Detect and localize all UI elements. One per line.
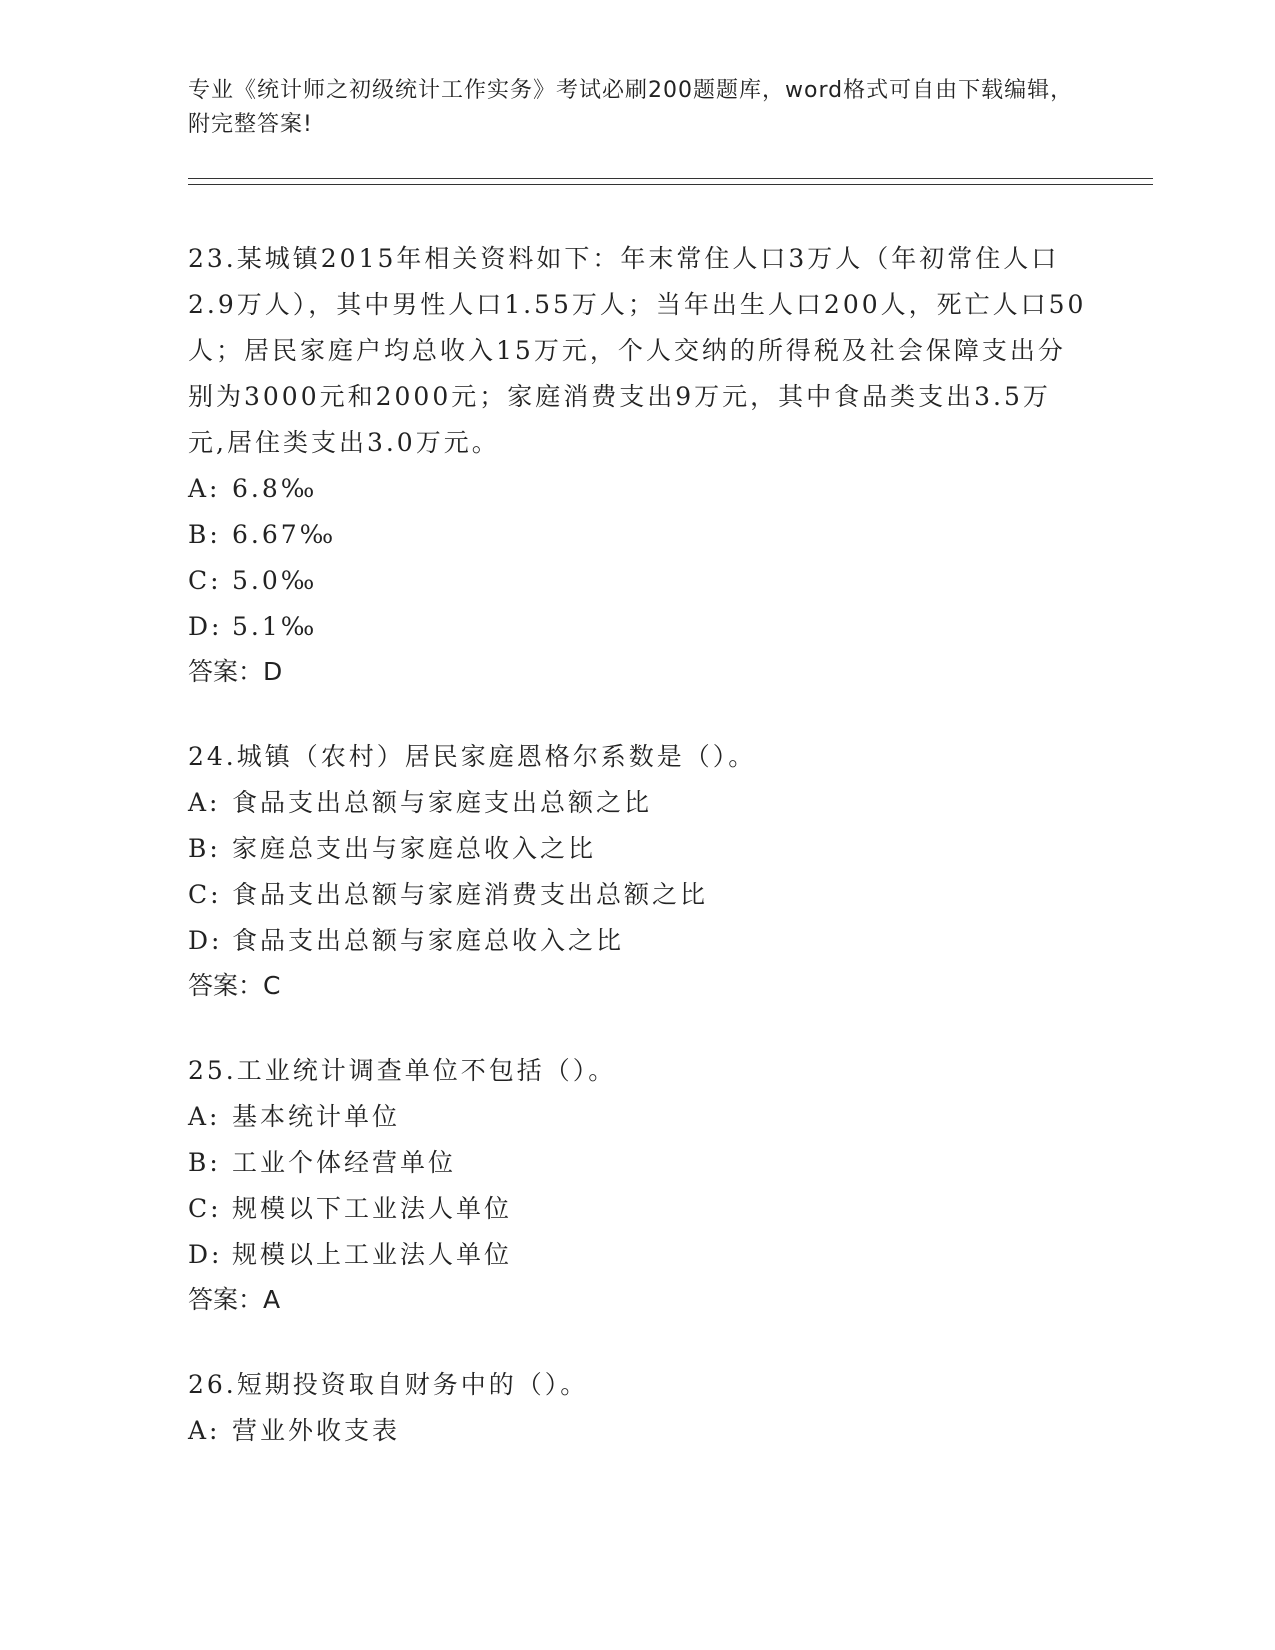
option-text: 5.0‰ — [232, 566, 318, 595]
option-key: D: — [188, 612, 223, 641]
option-text: 营业外收支表 — [232, 1416, 401, 1445]
option-key: A: — [188, 1416, 221, 1445]
option-c — [188, 1186, 1088, 1232]
question-26 — [188, 1362, 1088, 1454]
option-a — [188, 780, 1088, 826]
option-a — [188, 1408, 1088, 1454]
option-key: D: — [188, 1240, 223, 1269]
option-d — [188, 1232, 1088, 1278]
option-key: B: — [188, 520, 221, 549]
option-text: 工业个体经营单位 — [232, 1148, 457, 1177]
option-b — [188, 1140, 1088, 1186]
answer-line: 答案：D — [188, 657, 283, 686]
option-d — [188, 604, 1088, 650]
option-key: B: — [188, 1148, 221, 1177]
option-a — [188, 1094, 1088, 1140]
option-a — [188, 466, 1088, 512]
option-d — [188, 918, 1088, 964]
answer-line: 答案：C — [188, 971, 281, 1000]
option-key: B: — [188, 834, 221, 863]
option-text: 食品支出总额与家庭总收入之比 — [232, 926, 625, 955]
option-key: C: — [188, 1194, 222, 1223]
option-key: D: — [188, 926, 223, 955]
option-text: 规模以上工业法人单位 — [232, 1240, 513, 1269]
question-24 — [188, 734, 1088, 1008]
option-text: 基本统计单位 — [232, 1102, 401, 1131]
option-key: A: — [188, 1102, 221, 1131]
question-stem: 25.工业统计调查单位不包括（）。 — [188, 1056, 617, 1085]
option-c — [188, 558, 1088, 604]
option-text: 6.67‰ — [232, 520, 337, 549]
option-text: 5.1‰ — [232, 612, 318, 641]
option-text: 规模以下工业法人单位 — [232, 1194, 513, 1223]
option-text: 食品支出总额与家庭支出总额之比 — [232, 788, 653, 817]
option-b — [188, 826, 1088, 872]
option-key: A: — [188, 474, 221, 503]
question-stem: 24.城镇（农村）居民家庭恩格尔系数是（）。 — [188, 742, 757, 771]
option-key: A: — [188, 788, 221, 817]
question-25 — [188, 1048, 1088, 1322]
document-header: 专业《统计师之初级统计工作实务》考试必刷200题题库，word格式可自由下载编辑，附完整答案! — [188, 78, 1074, 137]
option-text: 食品支出总额与家庭消费支出总额之比 — [232, 880, 709, 909]
option-key: C: — [188, 880, 222, 909]
option-key: C: — [188, 566, 222, 595]
answer-line: 答案：A — [188, 1285, 281, 1314]
question-stem: 23.某城镇2015年相关资料如下：年末常住人口3万人（年初常住人口2.9万人），其中男性人口1.55万人；当年出生人口200人，死亡人口50人；居民家庭户均总收入15万元，个人交纳的所得税及社会保障支出分别为3000元和2000元；家庭消费支出9万元，其中食品类支出3.5万元,居住类支出3.0万元。 — [188, 244, 1087, 457]
question-list — [188, 236, 1088, 1494]
option-text: 家庭总支出与家庭总收入之比 — [232, 834, 597, 863]
option-c — [188, 872, 1088, 918]
option-b — [188, 512, 1088, 558]
question-stem: 26.短期投资取自财务中的（）。 — [188, 1370, 589, 1399]
option-text: 6.8‰ — [232, 474, 318, 503]
header-double-rule — [188, 178, 1153, 185]
question-23 — [188, 236, 1088, 694]
